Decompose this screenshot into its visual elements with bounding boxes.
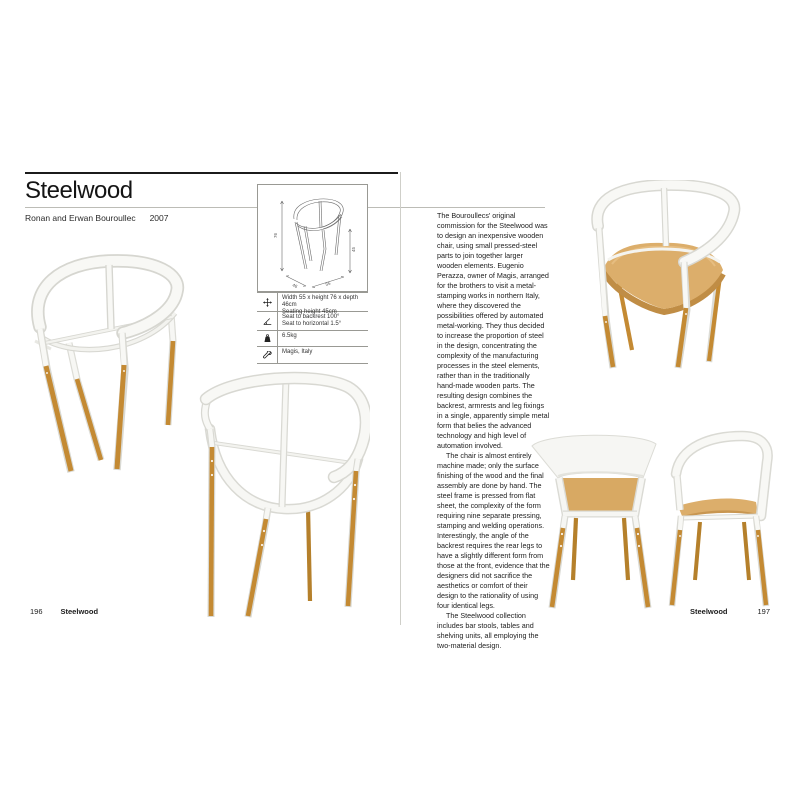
footer-left-page-number: 196 [30,607,43,616]
chair-photo-back-view [516,428,670,614]
design-year: 2007 [149,213,169,223]
dim-depth-label: 46 [291,282,299,290]
chair-photo-frame-rear [198,367,370,619]
header-black-rule [25,172,398,174]
footer-left [30,607,98,616]
page-title: Steelwood [25,177,133,204]
spec-row-dimensions [257,293,368,315]
spec-dimensions-line1: Width 55 x height 76 x depth 46cm [282,295,359,308]
spec-row-manufacturer [257,347,368,364]
designer-line [25,213,169,223]
technical-drawing-chair-sketch [258,185,367,291]
weight-icon [257,331,278,346]
chair-photo-complete-front [590,180,745,370]
chair-photo-side-view [666,430,788,612]
technical-drawing-box [257,184,368,292]
dim-width-label: 55 [324,280,332,287]
body-paragraph: The Bouroullecs' original commission for the Steelwood was to design an inexpensive wooden chair, using small pressed-steel parts to join together larger wooden elements. Eugenio Perazza, owner of Magis, arranged for the brothers to visit a metal-stamping works in northern Italy, where they discovered the possibilities offered by automated metal-working. They thus decided to increase the proportion of steel in the design, concentrating the complexity of the manufacturing processes in the steel elements, rather than in the traditionally hand-made wooden parts. The resulting design combines the backrest, armrests and leg fixings in a single, apparently simple metal form that belies the advanced technology and high level of automation involved. [437,211,550,450]
footer-right-page-number: 197 [757,607,770,616]
column-divider-rule [400,172,401,625]
dim-height-label: 76 [273,232,278,238]
spec-angle-line2: Seat to horizontal 1.5° [282,321,342,327]
footer-left-label: Steelwood [60,607,99,616]
spec-manufacturer-line1: Magis, Italy [282,349,313,355]
spec-dimensions-line2: Seating height 45cm [282,309,337,315]
body-paragraph: The Steelwood collection includes bar stools, tables and shelving units, all employing the two-material design. [437,611,539,650]
spec-angle-line1: Seat to backrest 100° [282,314,340,320]
body-paragraph: The chair is almost entirely machine made; only the surface finishing of the wood and the final assembly are done by hand. The steel frame is pressed from flat sheet, the complexity of the form requiring nine separate pressing, stamping and welding operations. Interestingly, the angle of the backrest requires the rear legs to have a slightly different form from those at the front, evidence that the designers did not sacrifice the aesthetics or comfort of their design to the rationality of using four identical legs. [437,451,550,610]
chair-photo-frame-front [25,253,193,479]
dim-seating-height-label: 45 [351,246,356,252]
footer-right-label: Steelwood [690,607,728,616]
designer-names: Ronan and Erwan Bouroullec [25,213,136,223]
dimensions-icon [257,293,278,311]
spec-weight-line1: 6.5kg [282,333,297,339]
spec-row-weight [257,331,368,347]
angle-icon [257,312,278,330]
footer-right [690,607,770,616]
spec-table [257,292,368,364]
manufacturer-icon [257,347,278,363]
